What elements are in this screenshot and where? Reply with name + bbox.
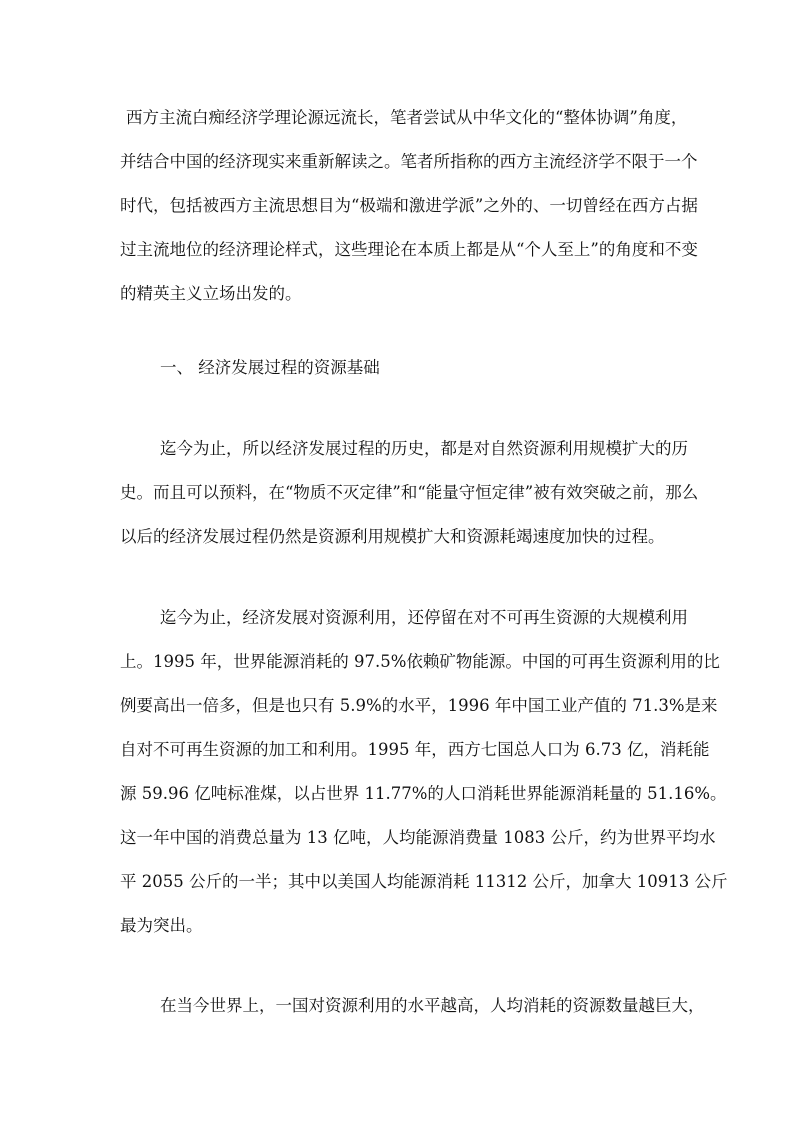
paragraph-3-line-3: 例要高出一倍多，但是也只有 5.9%的水平，1996 年中国工业产值的 71.3%是来 (120, 696, 718, 715)
paragraph-2-line-2: 史。而且可以预料，在“物质不灭定律”和“能量守恒定律”被有效突破之前，那么 (120, 483, 699, 502)
paragraph-1-line-4: 过主流地位的经济理论样式，这些理论在本质上都是从“个人至上”的角度和不变 (120, 240, 698, 259)
paragraph-2-line-1: 迄今为止，所以经济发展过程的历史，都是对自然资源利用规模扩大的历 (160, 439, 688, 458)
paragraph-3-line-4: 自对不可再生资源的加工和利用。1995 年，西方七国总人口为 6.73 亿，消耗能 (120, 740, 710, 759)
paragraph-3-line-1: 迄今为止，经济发展对资源利用，还停留在对不可再生资源的大规模利用 (160, 608, 688, 627)
paragraph-2-line-3: 以后的经济发展过程仍然是资源利用规模扩大和资源耗竭速度加快的过程。 (120, 527, 665, 546)
paragraph-1-line-1: 西方主流白痴经济学理论源远流长，笔者尝试从中华文化的“整体协调”角度， (126, 108, 688, 127)
section-heading: 一、 经济发展过程的资源基础 (160, 358, 380, 377)
paragraph-1-line-5: 的精英主义立场出发的。 (120, 284, 302, 303)
paragraph-1-line-3: 时代，包括被西方主流思想目为“极端和激进学派”之外的、一切曾经在西方占据 (120, 196, 698, 215)
paragraph-3-line-2: 上。1995 年，世界能源消耗的 97.5%依赖矿物能源。中国的可再生资源利用的比 (120, 652, 720, 671)
paragraph-3-line-5: 源 59.96 亿吨标准煤，以占世界 11.77%的人口消耗世界能源消耗量的 51.16%。 (120, 784, 727, 803)
paragraph-3-line-8: 最为突出。 (120, 916, 203, 935)
paragraph-3-line-6: 这一年中国的消费总量为 13 亿吨，人均能源消费量 1083 公斤，约为世界平均水 (120, 828, 716, 847)
paragraph-3-line-7: 平 2055 公斤的一半；其中以美国人均能源消耗 11312 公斤，加拿大 10913 公斤 (120, 872, 728, 891)
paragraph-1-line-2: 并结合中国的经济现实来重新解读之。笔者所指称的西方主流经济学不限于一个 (120, 152, 698, 171)
paragraph-4-line-1: 在当今世界上，一国对资源利用的水平越高，人均消耗的资源数量越巨大， (160, 996, 705, 1015)
